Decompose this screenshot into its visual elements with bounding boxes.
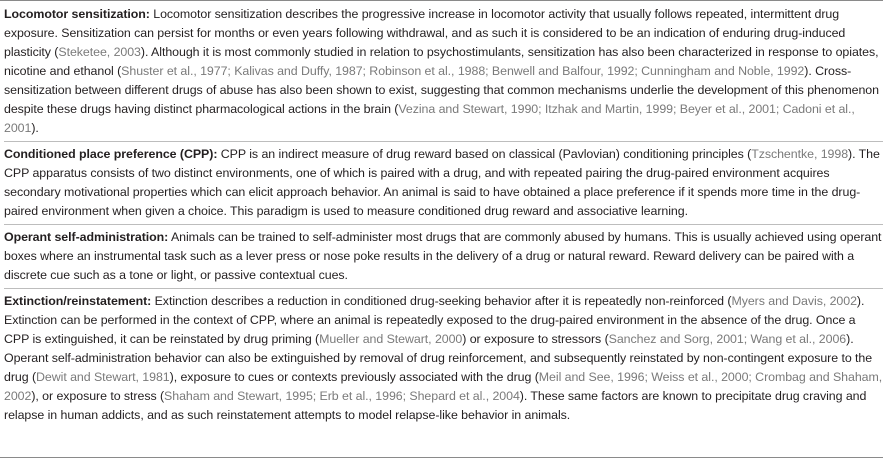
definition-text-segment: CPP is an indirect measure of drug reward based on classical (Pavlovian) conditioning principles ( <box>217 147 752 161</box>
definition-text <box>4 294 882 422</box>
citation-link[interactable]: Meil and See, 1996; Weiss et al., 2000; Crombag and Shaham, 2002 <box>4 370 883 403</box>
definition-text-segment: ). Operant self-administration behavior can also be extinguished by removal of drug reinforcement, and subsequently reinstated by non-contingent exposure to the drug ( <box>4 332 873 384</box>
definition-text-segment: ). The CPP apparatus consists of two distinct environments, one of which is paired with a drug, and with repeated pairing the drug-paired environment acquires secondary motivational properties which can elicit approach behavior. An animal is said to have obtained a place preference if it spends more time in the drug-paired environment when given a choice. This paradigm is used to measure conditioned drug reward and associative learning. <box>4 147 880 218</box>
entry-locomotor-sensitization <box>4 2 883 141</box>
definition-text-segment: Animals can be trained to self-administer most drugs that are commonly abused by humans. This is usually achieved using operant boxes where an instrumental task such as a lever press or nose poke results in the delivery of a drug or natural reward. Reward delivery can be paired with a discrete cue such as a tone or light, or passive contextual cues. <box>4 230 882 282</box>
definition-text <box>4 7 879 135</box>
definition-text-segment: ). <box>31 121 39 135</box>
term-heading: Extinction/reinstatement: <box>4 294 152 308</box>
definition-text-segment: Locomotor sensitization describes the progressive increase in locomotor activity that usually follows repeated, intermittent drug exposure. Sensitization can persist for months or even years following withdrawal, and as such it is considered to be an indication of enduring drug-induced plasticity ( <box>4 7 846 59</box>
top-rule <box>0 0 883 1</box>
citation-link[interactable]: Mueller and Stewart, 2000 <box>319 332 463 346</box>
citation-link[interactable]: Shuster et al., 1977; Kalivas and Duffy, 1987; Robinson et al., 1988; Benwell and Balfour, 1992; Cunningham and Noble, 1992 <box>121 64 805 78</box>
term-heading: Locomotor sensitization: <box>4 7 150 21</box>
term-heading: Conditioned place preference (CPP): <box>4 147 218 161</box>
entry-conditioned-place-preference <box>4 141 883 224</box>
term-heading: Operant self-administration: <box>4 230 169 244</box>
definition-text-segment: ). Cross-sensitization between different drugs of abuse has also been shown to exist, suggesting that common mechanisms underlie the development of this phenomenon despite these drugs having distinct pharmacological actions in the brain ( <box>4 64 879 116</box>
citation-link[interactable]: Vezina and Stewart, 1990; Itzhak and Martin, 1999; Beyer et al., 2001; Cadoni et al., 2001 <box>4 102 855 135</box>
citation-link[interactable]: Myers and Davis, 2002 <box>731 294 857 308</box>
entry-operant-self-administration <box>4 224 883 288</box>
definition-text-segment: ). Extinction can be performed in the context of CPP, where an animal is repeatedly exposed to the drug-paired environment in the absence of the drug. Once a CPP is extinguished, it can be reinstated by drug priming ( <box>4 294 865 346</box>
definition-text-segment: ), or exposure to stress ( <box>31 389 165 403</box>
citation-link[interactable]: Dewit and Stewart, 1981 <box>36 370 170 384</box>
citation-link[interactable]: Steketee, 2003 <box>58 45 141 59</box>
definition-text-segment: ), exposure to cues or contexts previously associated with the drug ( <box>169 370 539 384</box>
definition-text-segment: ) or exposure to stressors ( <box>462 332 609 346</box>
definition-text-segment: Extinction describes a reduction in conditioned drug-seeking behavior after it is repeatedly non-reinforced ( <box>151 294 732 308</box>
citation-link[interactable]: Sanchez and Sorg, 2001; Wang et al., 2006 <box>608 332 847 346</box>
citation-link[interactable]: Tzschentke, 1998 <box>751 147 849 161</box>
definition-text-segment: ). Although it is most commonly studied in relation to psychostimulants, sensitization has also been characterized in response to opiates, nicotine and ethanol ( <box>4 45 879 78</box>
citation-link[interactable]: Shaham and Stewart, 1995; Erb et al., 1996; Shepard et al., 2004 <box>164 389 520 403</box>
definition-text-segment: ). These same factors are known to precipitate drug craving and relapse in human addicts, and as such reinstatement attempts to model relapse-like behavior in animals. <box>4 389 867 422</box>
bottom-rule <box>0 457 883 458</box>
entry-extinction-reinstatement <box>4 288 883 428</box>
